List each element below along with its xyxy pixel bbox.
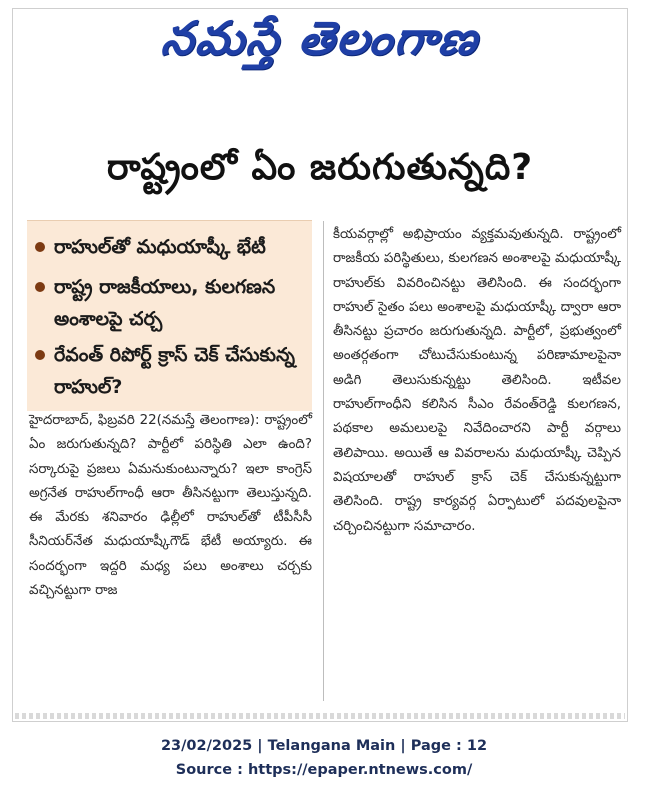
article-headline: రాష్ట్రంలో ఏం జరుగుతున్నది?	[106, 147, 534, 188]
masthead-title: నమస్తే తెలంగాణ	[159, 11, 483, 65]
highlight-text: రాష్ట్ర రాజకీయాలు, కులగణన అంశాలపై చర్చ	[54, 276, 276, 330]
left-column	[29, 409, 312, 603]
highlights-box	[27, 220, 312, 411]
highlight-item	[35, 231, 304, 263]
highlight-item	[35, 271, 304, 335]
right-column: కీయవర్గాల్లో అభిప్రాయం వ్యక్తమవుతున్నది. రాష్ట్రంలో రాజకీయ పరిస్థితులు, కులగణన అంశాలపై మధుయాష్కీ రాహుల్‌కు వివరించినట్టు తెలిసింది. ఈ సందర్భంగా రాహుల్ సైతం పలు అంశాలపై మధుయాష్కీ ద్వారా ఆరా తీసినట్టు ప్రచారం జరుగుతున్నది. పార్టీలో, ప్రభుత్వంలో అంతర్గతంగా చోటుచేసుకుంటున్న పరిణామాలపైనా అడిగి తెలుసుకున్నట్టు తెలిసింది. ఇటీవల రాహుల్‌గాంధీని కలిసిన సీఎం రేవంత్‌రెడ్డి కులగణన, పథకాల అమలులపై నివేదించారని పార్టీ వర్గాలు తెలిపాయి. అయితే ఆ వివరాలను మధుయాష్కీ చెప్పిన విషయాలతో రాహుల్ క్రాస్ చెక్ చేసుకున్నట్టుగా తెలిసింది. రాష్ట్ర కార్యవర్గ ఏర్పాటులో పదవులపైనా చర్చించినట్టుగా సమాచారం.	[333, 227, 621, 534]
bullet-icon	[35, 242, 45, 252]
footer-date-edition: 23/02/2025 | Telangana Main | Page : 12	[160, 738, 488, 754]
dateline: హైదరాబాద్, ఫిబ్రవరి 22(నమస్తే తెలంగాణ):	[29, 413, 260, 428]
footer-source: Source : https://epaper.ntnews.com/	[175, 762, 473, 778]
masthead	[13, 9, 627, 79]
column-divider	[323, 221, 324, 701]
left-body-text: రాష్ట్రంలో ఏం జరుగుతున్నది? పార్టీలో పరిస్థితి ఎలా ఉంది? సర్కారుపై ప్రజలు ఏమనుకుంటున్నారు? ఇలా కాంగ్రెస్ అగ్రనేత రాహుల్‌గాంధీ ఆరా తీసినట్టుగా తెలుస్తున్నది. ఈ మేరకు శనివారం ఢిల్లీలో రాహుల్‌తో టీపీసీసీ సీనియర్‌నేత మధుయాష్కీగౌడ్ భేటీ అయ్యారు. ఈ సందర్భంగా ఇద్దరి మధ్య పలు అంశాలు చర్చకు వచ్చినట్టుగా రాజ	[29, 413, 312, 599]
newspaper-clipping	[12, 8, 628, 722]
bullet-icon	[35, 282, 45, 292]
highlight-text: రేవంత్ రిపోర్ట్ క్రాస్ చెక్ చేసుకున్న రాహుల్?	[54, 344, 295, 398]
clipping-edge	[15, 713, 625, 719]
bullet-icon	[35, 350, 45, 360]
highlight-text: రాహుల్‌తో మధుయాష్కీ భేటీ	[54, 236, 266, 258]
highlight-item	[35, 339, 304, 403]
